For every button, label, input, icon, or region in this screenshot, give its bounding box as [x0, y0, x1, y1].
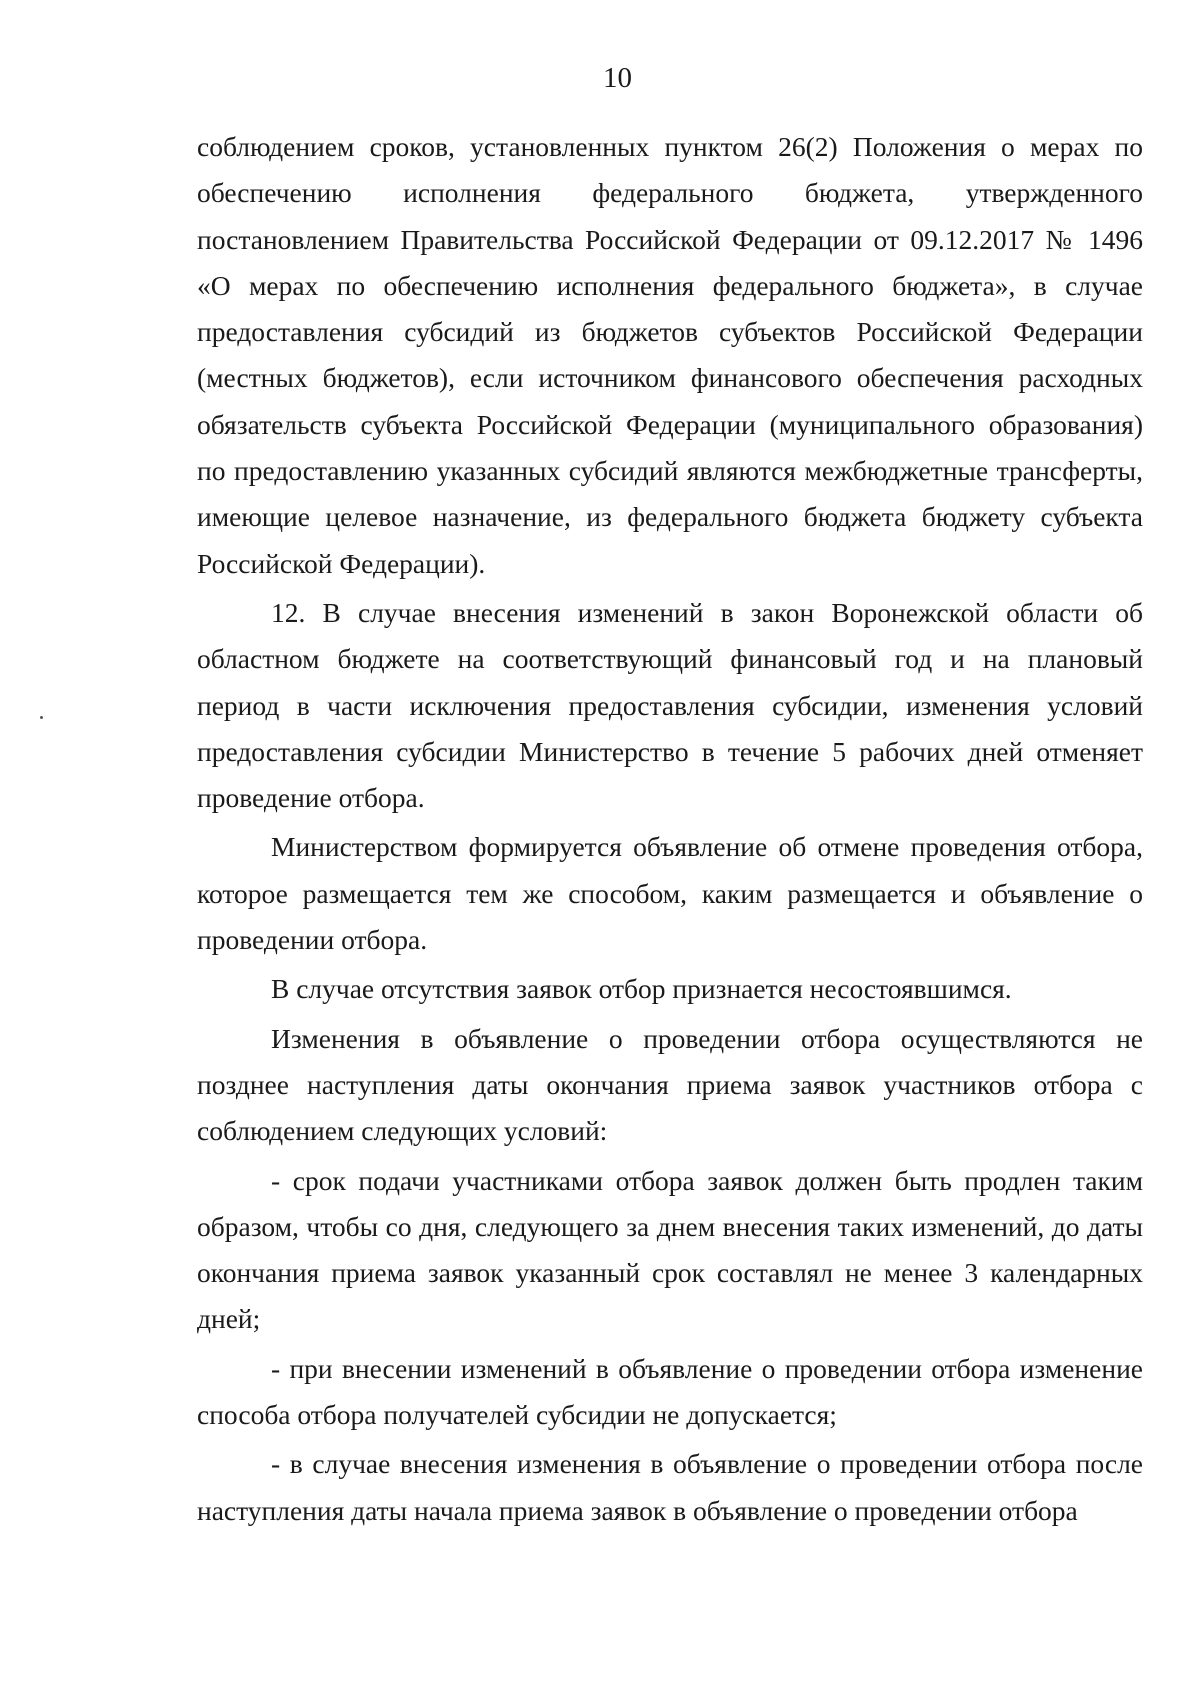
list-item-after-start: - в случае внесения изменения в объявление о проведении отбора после наступления даты начала приема заявок в объявление о проведении отбора — [197, 1448, 1143, 1526]
paragraph-continuation: соблюдением сроков, установленных пунктом 26(2) Положения о мерах по обеспечению исполнения федерального бюджета, утвержденного постановлением Правительства Российской Федерации от 09.12.2017 № 1496 «О мерах по обеспечению исполнения федерального бюджета», в случае предоставления субсидий из бюджетов субъектов Российской Федерации (местных бюджетов), если источником финансового обеспечения расходных обязательств субъекта Российской Федерации (муниципального образования) по предоставлению указанных субсидий являются межбюджетные трансферты, имеющие целевое назначение, из федерального бюджета бюджету субъекта Российской Федерации). — [197, 131, 1143, 579]
paragraph-no-applications: В случае отсутствия заявок отбор признается несостоявшимся. — [271, 973, 1012, 1005]
list-item-method-change: - при внесении изменений в объявление о проведении отбора изменение способа отбора получателей субсидии не допускается; — [197, 1352, 1143, 1431]
paragraph-item-12: 12. В случае внесения изменений в закон Воронежской области об областном бюджете на соответствующий финансовый год и на плановый период в части исключения предоставления субсидии, изменения условий предоставления субсидии Министерство в течение 5 рабочих дней отменяет проведение отбора. — [197, 596, 1143, 814]
paragraph-cancellation-notice: Министерством формируется объявление об отмене проведения отбора, которое размещается тем же способом, каким размещается и объявление о проведении отбора. — [197, 831, 1143, 956]
paragraph-amendments: Изменения в объявление о проведении отбора осуществляются не позднее наступления даты окончания приема заявок участников отбора с соблюдением следующих условий: — [197, 1022, 1143, 1147]
document-body — [197, 124, 1143, 1534]
margin-mark — [40, 716, 43, 719]
list-item-deadline-extension: - срок подачи участниками отбора заявок должен быть продлен таким образом, чтобы со дня, следующего за днем внесения таких изменений, до даты окончания приема заявок указанный срок составлял не менее 3 календарных дней; — [197, 1164, 1143, 1335]
page-number: 10 — [603, 62, 632, 94]
